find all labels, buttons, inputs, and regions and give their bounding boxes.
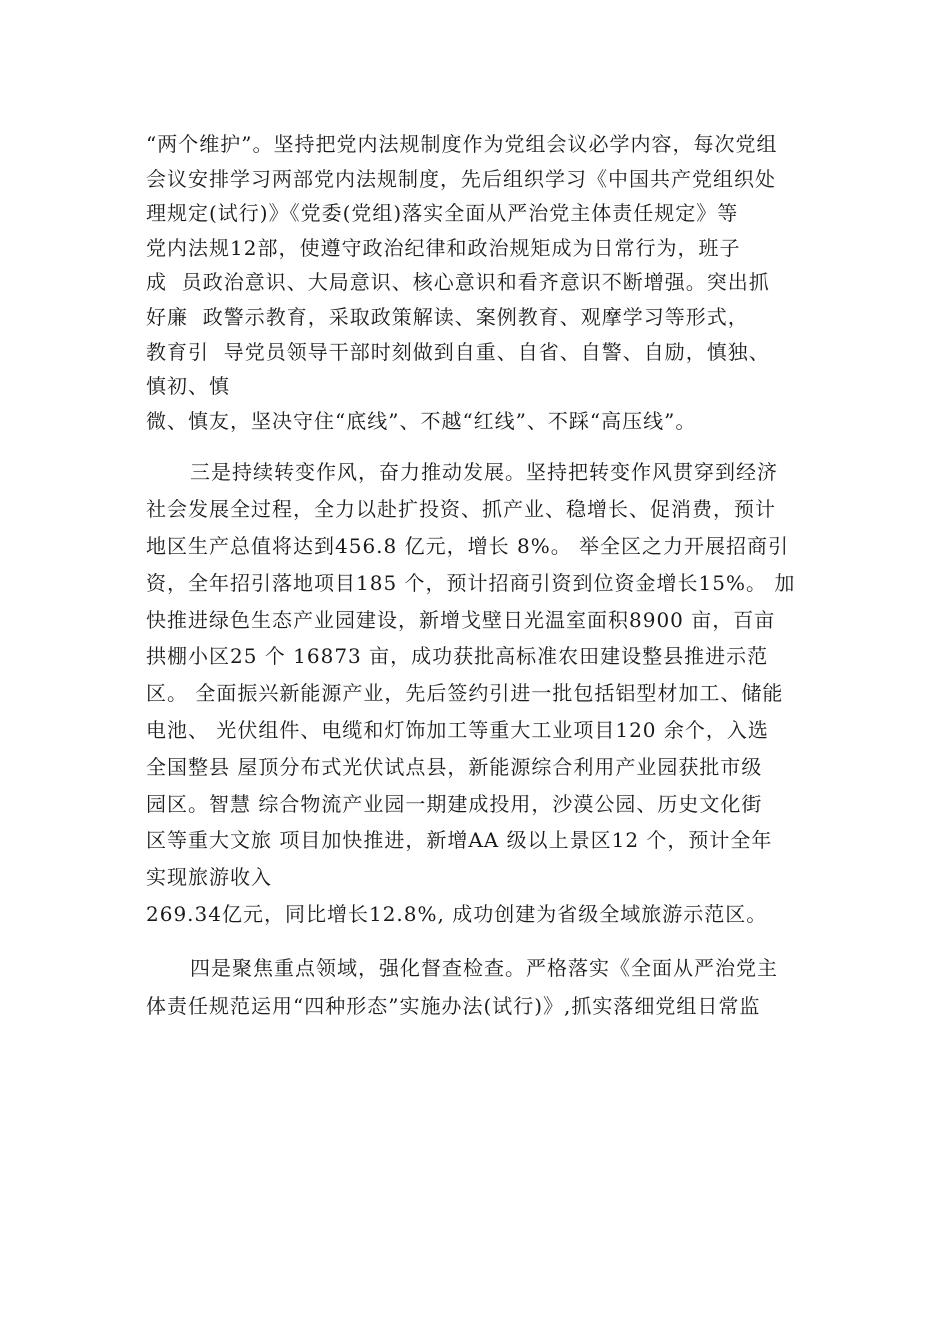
text-line: 社会发展全过程，全力以赴扩投资、抓产业、稳增长、促消费，预计 xyxy=(146,497,776,522)
paragraph-party-discipline xyxy=(146,127,816,438)
text-line: 地区生产总值将达到456.8 亿元，增长 8%。 举全区之力开展招商引 xyxy=(146,533,790,558)
text-line: 电池、 光伏组件、电缆和灯饰加工等重大工业项目120 余个，入选 xyxy=(146,717,769,742)
paragraph-supervision xyxy=(146,949,816,1025)
text-line: 区。 全面振兴新能源产业，先后签约引进一批包括铝型材加工、储能 xyxy=(146,681,784,706)
text-line: 微、慎友，坚决守住“底线”、不越“红线”、不踩“高压线”。 xyxy=(146,408,697,433)
text-line: 成 员政治意识、大局意识、核心意识和看齐意识不断增强。突出抓 xyxy=(146,270,770,295)
text-line: 教育引 导党员领导干部时刻做到自重、自省、自警、自励，慎独、 xyxy=(146,339,770,364)
text-line: 四是聚焦重点领域，强化督查检查。严格落实《全面从严治党主 xyxy=(190,955,778,980)
text-line: 会议安排学习两部党内法规制度，先后组织学习《中国共产党组织处 xyxy=(146,166,776,191)
text-line: 慎初、慎 xyxy=(146,374,230,399)
text-line: 拱棚小区25 个 16873 亩，成功获批高标准农田建设整县推进示范 xyxy=(146,644,769,669)
text-line: 全国整县 屋顶分布式光伏试点县，新能源综合利用产业园获批市级 xyxy=(146,754,763,779)
document-body xyxy=(146,127,816,1025)
text-line: 好廉 政警示教育，采取政策解读、案例教育、观摩学习等形式， xyxy=(146,304,749,329)
text-line: 资，全年招引落地项目185 个，预计招商引资到位资金增长15%。 加 xyxy=(146,570,796,595)
text-line: 区等重大文旅 项目加快推进，新增AA 级以上景区12 个，预计全年 xyxy=(146,828,773,853)
text-line: 体责任规范运用“四种形态”实施办法(试行)》,抓实落细党组日常监 xyxy=(146,993,761,1018)
text-line: 实现旅游收入 xyxy=(146,865,272,890)
text-line: 园区。智慧 综合物流产业园一期建成投用，沙漠公园、历史文化街 xyxy=(146,791,763,816)
text-line: “两个维护”。坚持把党内法规制度作为党组会议必学内容，每次党组 xyxy=(146,132,778,156)
text-line: 快推进绿色生态产业园建设，新增戈壁日光温室面积8900 亩，百亩 xyxy=(146,607,776,632)
text-line: 269.34亿元，同比增长12.8%, 成功创建为省级全域旅游示范区。 xyxy=(146,901,768,926)
text-line: 三是持续转变作风，奋力推动发展。坚持把转变作风贯穿到经济 xyxy=(190,460,778,485)
text-line: 理规定(试行)》《党委(党组)落实全面从严治党主体责任规定》等 xyxy=(146,201,739,226)
text-line: 党内法规12部，使遵守政治纪律和政治规矩成为日常行为，班子 xyxy=(146,235,741,260)
paragraph-work-style xyxy=(146,454,816,932)
